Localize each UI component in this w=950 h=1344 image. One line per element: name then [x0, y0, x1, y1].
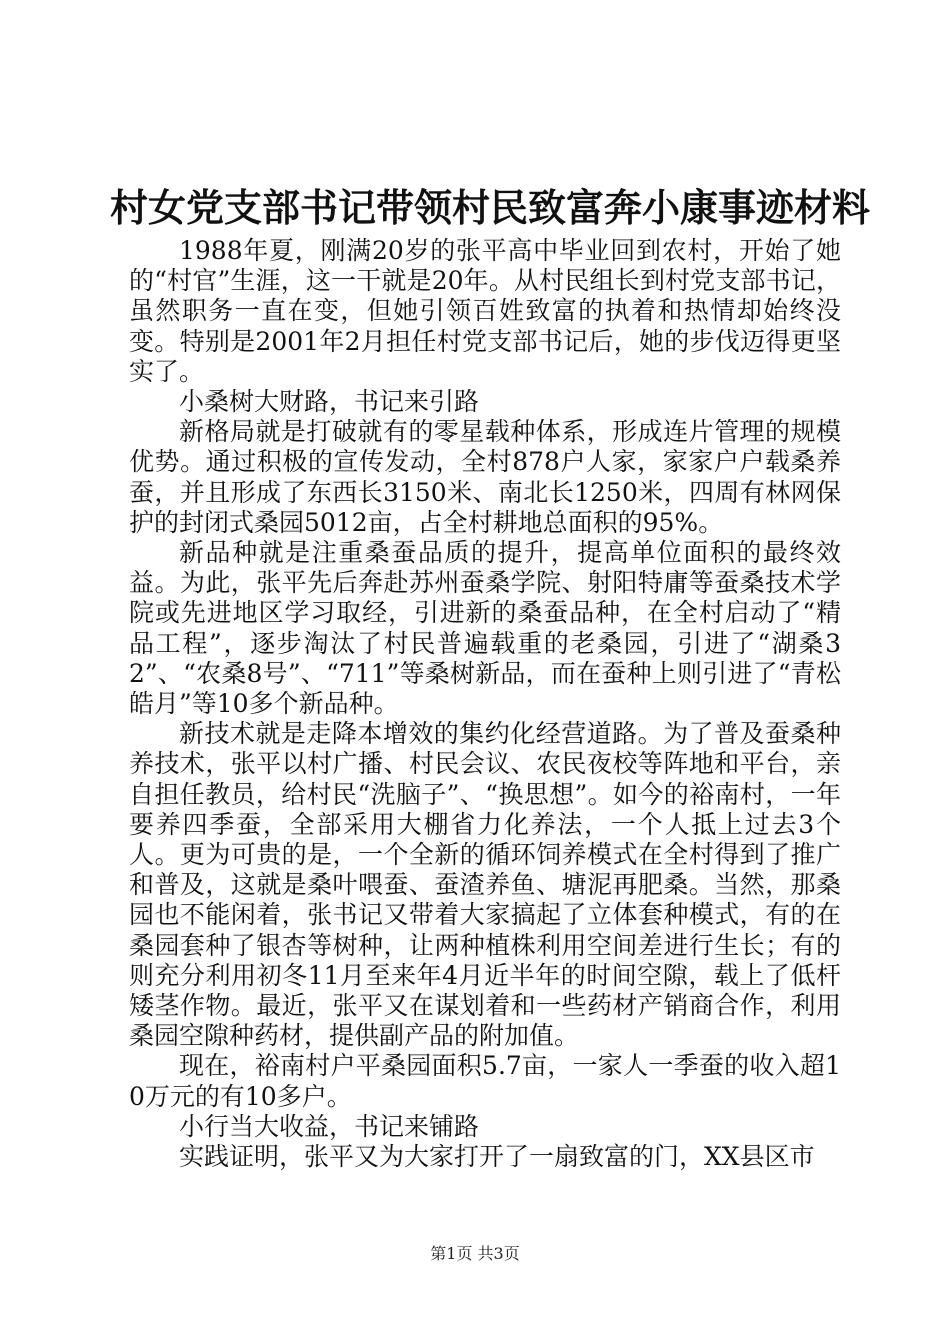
paragraph-current-status: 现在，裕南村户平桑园面积5.7亩，一家人一季蚕的收入超10万元的有10多户。: [129, 1051, 841, 1111]
document-title: 村女党支部书记带领村民致富奔小康事迹材料: [110, 185, 871, 230]
paragraph-intro: 1988年夏，刚满20岁的张平高中毕业回到农村，开始了她的“村官”生涯，这一干就是20年。从村民组长到村党支部书记，虽然职务一直在变，但她引领百姓致富的执着和热情却始终没变。特别是2001年2月担任村党支部书记后，她的步伐迈得更坚实了。: [129, 236, 841, 386]
paragraph-new-technology: 新技术就是走降本增效的集约化经营道路。为了普及蚕桑种养技术，张平以村广播、村民会议、农民夜校等阵地和平台，亲自担任教员，给村民“洗脑子”、“换思想”。如今的裕南村，一年要养四季蚕，全部采用大棚省力化养法，一个人抵上过去3个人。更为可贵的是，一个全新的循环饲养模式在全村得到了推广和普及，这就是桑叶喂蚕、蚕渣养鱼、塘泥再肥桑。当然，那桑园也不能闲着，张书记又带着大家搞起了立体套种模式，有的在桑园套种了银杏等树种，让两种植株利用空间差进行生长；有的则充分利用初冬11月至来年4月近半年的时间空隙，载上了低杆矮茎作物。最近，张平又在谋划着和一些药材产销商合作，利用桑园空隙种药材，提供副产品的附加值。: [129, 719, 841, 1051]
document-body: [129, 236, 841, 1172]
paragraph-practice: 实践证明，张平又为大家打开了一扇致富的门，XX县区市: [179, 1142, 815, 1172]
section-heading-small-trade: 小行当大收益，书记来铺路: [179, 1111, 480, 1141]
section-heading-mulberry: 小桑树大财路，书记来引路: [179, 387, 480, 417]
page-footer: 第1页 共3页: [430, 1244, 520, 1263]
paragraph-new-layout: 新格局就是打破就有的零星载种体系，形成连片管理的规模优势。通过积极的宣传发动，全村878户人家，家家户户载桑养蚕，并且形成了东西长3150米、南北长1250米，四周有林网保护的封闭式桑园5012亩，占全村耕地总面积的95%。: [129, 417, 841, 537]
paragraph-new-varieties: 新品种就是注重桑蚕品质的提升，提高单位面积的最终效益。为此，张平先后奔赴苏州蚕桑学院、射阳特庸等蚕桑技术学院或先进地区学习取经，引进新的桑蚕品种，在全村启动了“精品工程”，逐步淘汰了村民普遍载重的老桑园，引进了“湖桑32”、“农桑8号”、“711”等桑树新品，而在蚕种上则引进了“青松皓月”等10多个新品种。: [129, 538, 841, 719]
